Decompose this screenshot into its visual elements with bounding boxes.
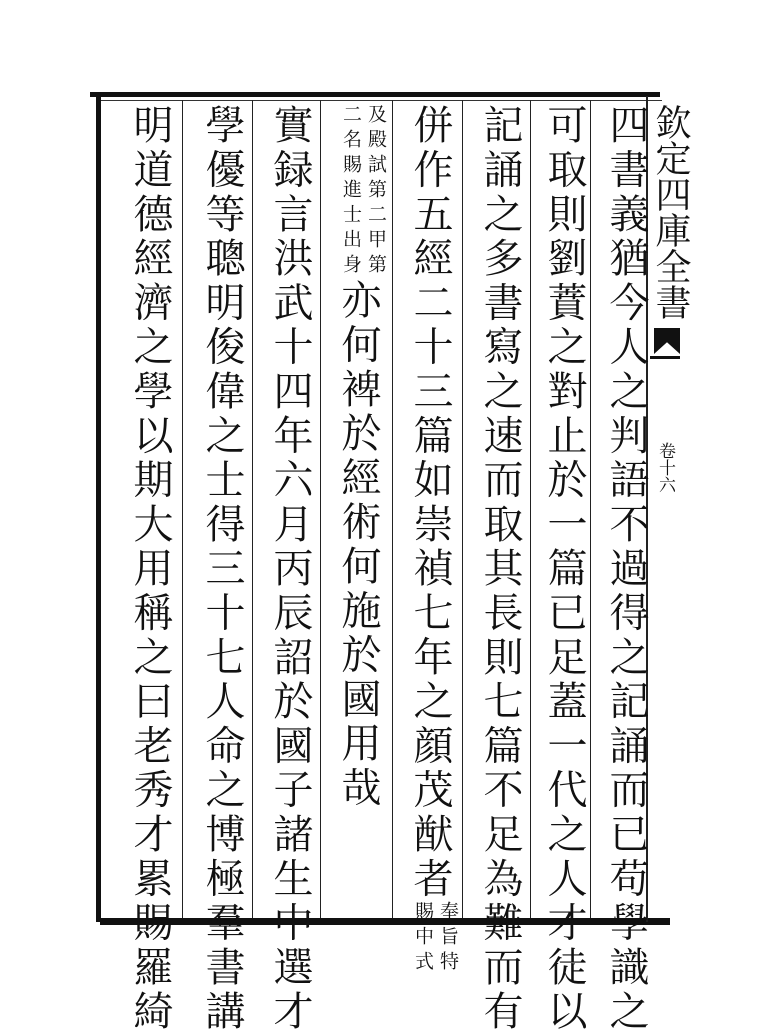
text-column-4 <box>400 104 460 976</box>
frame-left-border <box>96 96 101 922</box>
note-line: 及殿試第二甲第 <box>365 104 387 279</box>
text-column-1: 四書義猶今人之判語不過得之記誦而已苟學識之 <box>603 104 649 1034</box>
text-column-8: 明道德經濟之學以期大用稱之曰老秀才累賜羅綺 <box>127 104 173 1034</box>
column-rule <box>320 100 321 918</box>
column-rule <box>530 100 531 918</box>
column-4-main-text: 併作五經二十三篇如崇禎七年之顔茂猷者 <box>407 104 453 902</box>
column-rule <box>392 100 393 918</box>
interlinear-note <box>410 901 460 976</box>
text-column-2: 可取則劉蕡之對止於一篇已足蓋一代之人才徒以 <box>541 104 587 1034</box>
interlinear-note <box>338 104 388 279</box>
text-column-3: 記誦之多書寫之速而取其長則七篇不足為難而有 <box>477 104 523 1034</box>
note-line: 二名賜進士出身 <box>340 104 362 279</box>
book-title: 欽定四庫全書 <box>650 104 691 320</box>
frame-top-border <box>90 92 660 97</box>
column-rule <box>252 100 253 918</box>
column-rule <box>462 100 463 918</box>
note-line: 賜中式 <box>412 901 434 977</box>
note-line: 奉旨特 <box>437 901 459 977</box>
frame-top-inner-line <box>96 100 662 101</box>
text-column-7: 學優等聰明俊偉之士得三十七人命之博極羣書講 <box>199 104 245 1034</box>
column-rule <box>182 100 183 918</box>
column-5-main-text: 亦何裨於經術何施於國用哉 <box>335 279 381 811</box>
volume-label: 卷十六 <box>655 442 675 493</box>
text-column-5 <box>328 104 388 811</box>
text-column-6: 實録言洪武十四年六月丙辰詔於國子諸生中選才 <box>267 104 313 1034</box>
fish-tail-mark <box>654 328 680 354</box>
